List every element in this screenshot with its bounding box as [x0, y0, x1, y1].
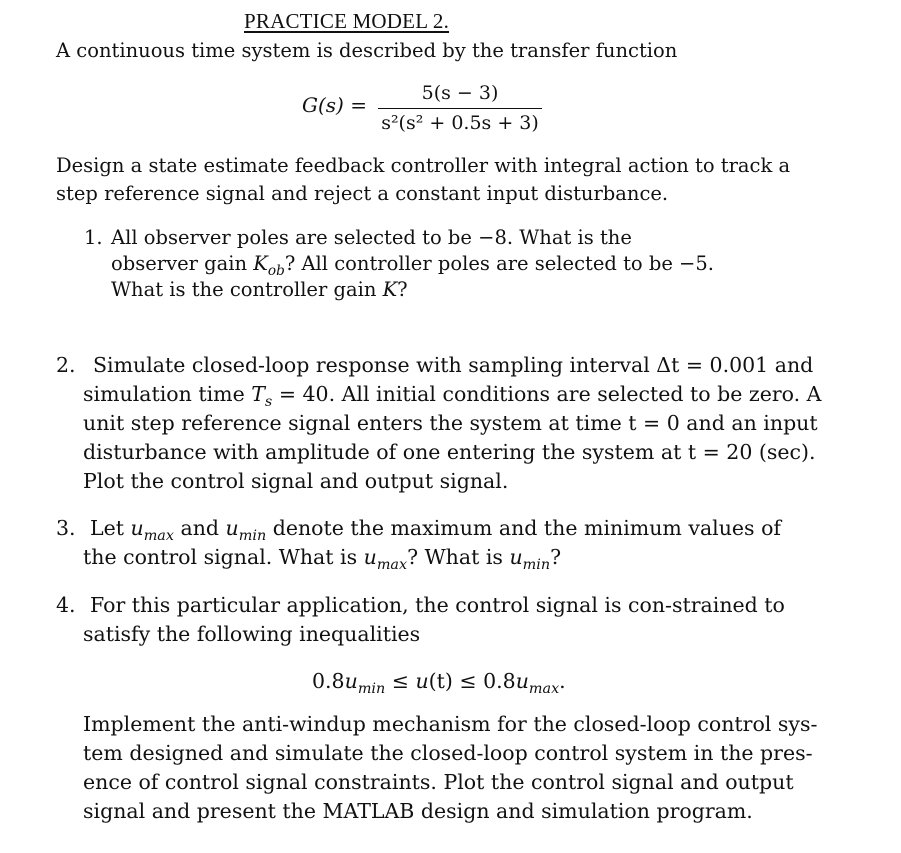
q4-line-1: For this particular application, the control signal is con-strained to: [90, 593, 785, 617]
q1-line-2: observer gain $K_{ob}$? All controller poles are selected to be −5.: [111, 252, 715, 279]
q2-number: 2.: [56, 353, 76, 377]
q1-line-1: All observer poles are selected to be −8. What is the: [111, 226, 632, 249]
q3-number: 3.: [56, 516, 76, 540]
design-statement-line-2: step reference signal and reject a constant input disturbance.: [56, 182, 669, 205]
q4-line-6: signal and present the MATLAB design and simulation program.: [83, 799, 753, 823]
intro-text: A continuous time system is described by the transfer function: [56, 39, 678, 62]
q4-line-2: satisfy the following inequalities: [83, 622, 421, 646]
q3-line-2: the control signal. What is $u_{max}$? What is $u_{min}$?: [83, 545, 562, 574]
q4-line-3: Implement the anti-windup mechanism for the closed-loop control sys-: [83, 712, 818, 736]
fraction-bar: [378, 108, 542, 109]
q2-line-5: Plot the control signal and output signal.: [83, 469, 509, 493]
page-title: PRACTICE MODEL 2.: [244, 9, 450, 33]
q4-line-4: tem designed and simulate the closed-loop control system in the pres-: [83, 741, 813, 765]
q4-number: 4.: [56, 593, 76, 617]
transfer-function-numerator: 5(s − 3): [421, 82, 499, 104]
q1-line-3: What is the controller gain K?: [111, 278, 408, 301]
q4-line-5: ence of control signal constraints. Plot the control signal and output: [83, 770, 794, 794]
q2-line-2: simulation time $T_s = 40$. All initial conditions are selected to be zero. A: [83, 382, 822, 411]
q2-line-3: unit step reference signal enters the system at time t = 0 and an input: [83, 411, 818, 435]
q2-line-1: Simulate closed-loop response with sampling interval Δt = 0.001 and: [93, 353, 814, 377]
transfer-function-fraction: [378, 82, 542, 134]
design-statement-line-1: Design a state estimate feedback controller with integral action to track a: [56, 154, 791, 177]
transfer-function-lhs: G(s) =: [302, 93, 367, 117]
transfer-function-denominator: s²(s² + 0.5s + 3): [381, 112, 539, 134]
q2-line-4: disturbance with amplitude of one entering the system at t = 20 (sec).: [83, 440, 816, 464]
q4-inequality: $0.8u_{min} \le u(t) \le 0.8u_{max}$.: [312, 669, 566, 698]
q1-number: 1.: [84, 226, 103, 249]
q3-line-1: Let $u_{max}$ and $u_{min}$ denote the maximum and the minimum values of: [90, 516, 782, 545]
